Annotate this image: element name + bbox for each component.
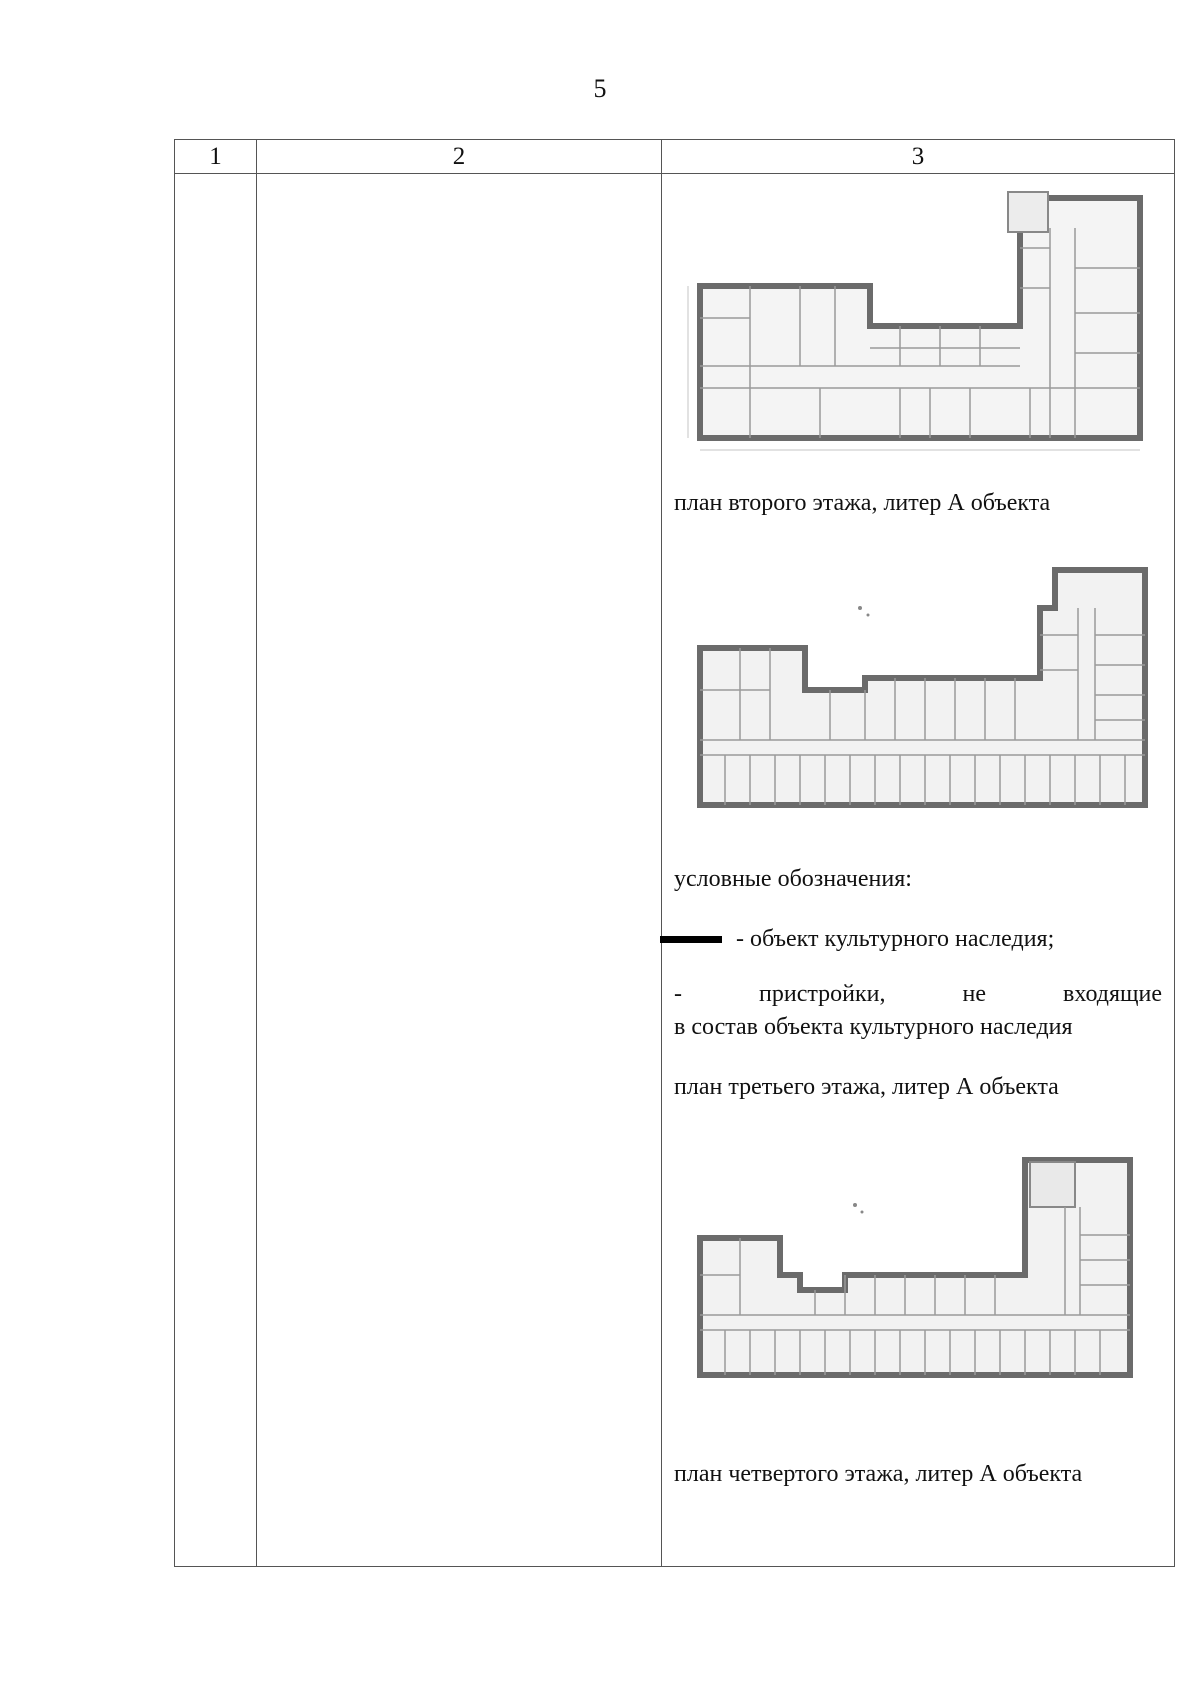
table-header-row (175, 140, 1175, 174)
floor-plan-3-image (670, 560, 1160, 815)
legend-extension-line1: - пристройки, не входящие (674, 981, 1162, 1007)
legend-extension-line2: в состав объекта культурного наследия (674, 1014, 1073, 1040)
floor-plan-4-image (670, 1150, 1160, 1390)
header-col-2: 2 (257, 140, 662, 174)
floor-plan-4-caption: план четвертого этажа, литер А объекта (674, 1461, 1083, 1487)
legend-title: условные обозначения: (674, 866, 912, 892)
floor-plan-3-caption: план третьего этажа, литер А объекта (674, 1074, 1059, 1100)
floor-plan-3-drawing (670, 560, 1160, 815)
legend-item-heritage (674, 924, 1162, 954)
header-col-1: 1 (175, 140, 257, 174)
cell-col-2 (257, 174, 662, 1567)
cell-col-3 (662, 174, 1175, 1567)
floor-plan-4-drawing (670, 1150, 1160, 1390)
table-body-row (175, 174, 1175, 1567)
floor-plan-2-image (670, 188, 1160, 463)
header-col-3: 3 (662, 140, 1175, 174)
floor-plan-2-drawing (670, 188, 1160, 463)
page-number: 5 (593, 74, 607, 103)
floor-plan-2-caption: план второго этажа, литер А объекта (674, 490, 1051, 516)
cell-col-1 (175, 174, 257, 1567)
legend-heritage-text: - объект культурного наследия; (736, 926, 1055, 952)
document-table (174, 139, 1175, 1567)
legend-heritage-line-swatch (660, 936, 722, 943)
